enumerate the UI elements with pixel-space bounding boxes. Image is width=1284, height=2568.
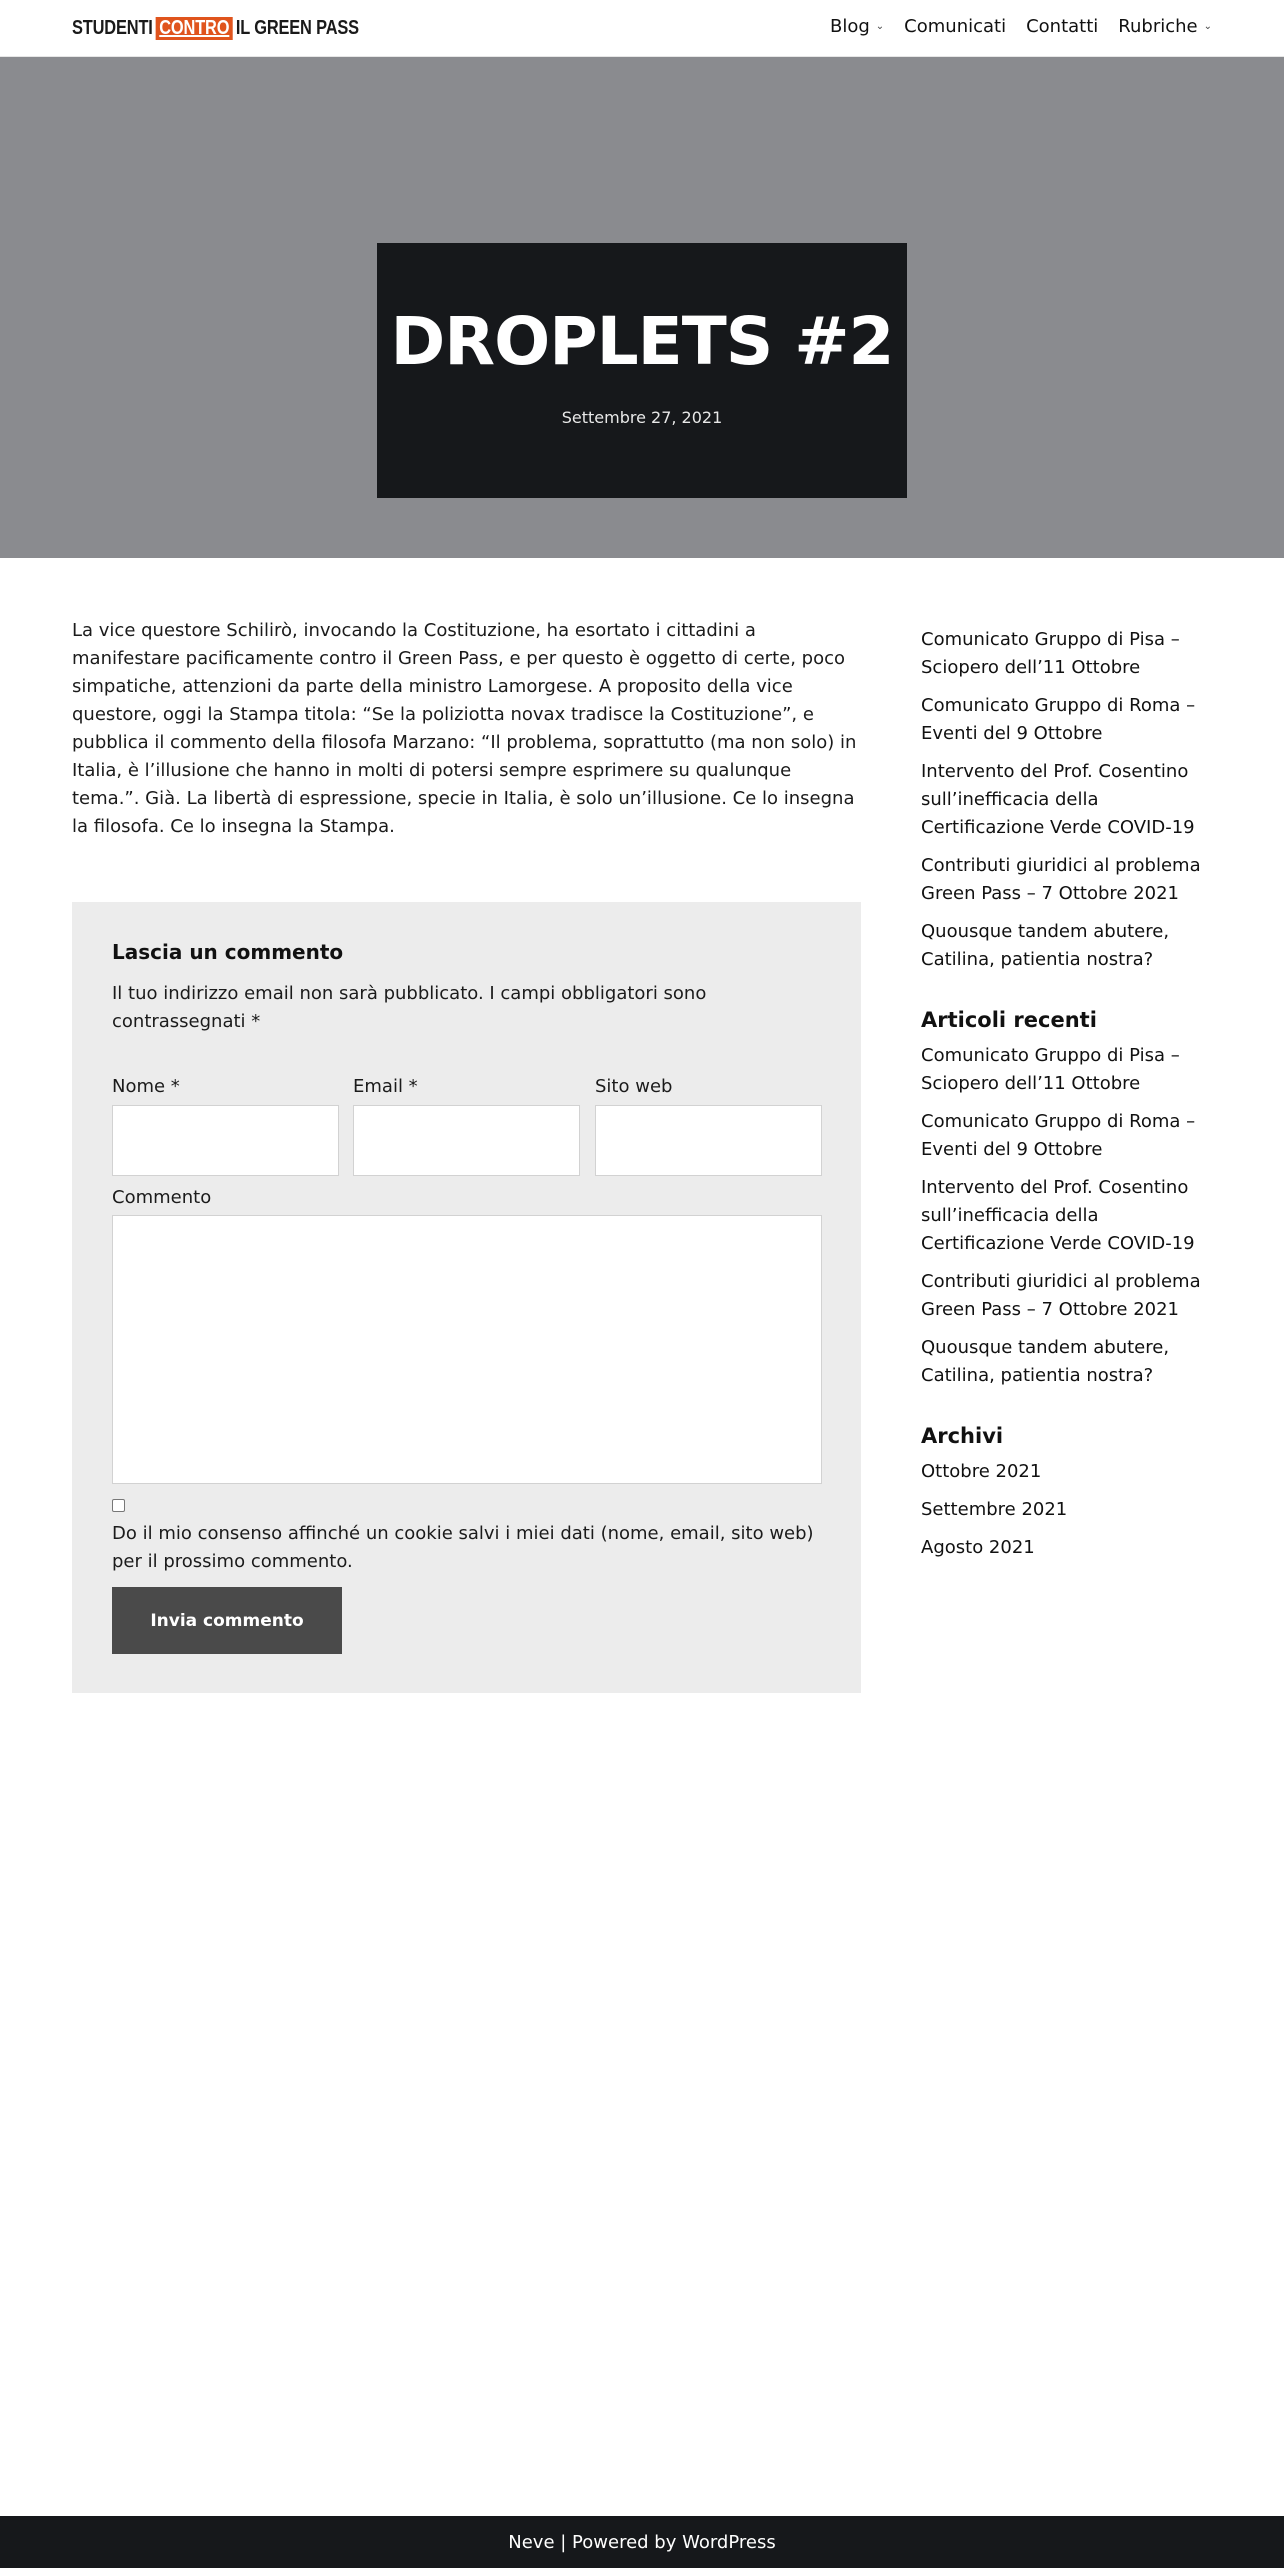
main-nav [810,16,1212,37]
sidebar-link[interactable]: Intervento del Prof. Cosentino sull’inefficacia della Certificazione Verde COVID-19 [921,761,1195,838]
site-logo[interactable] [72,16,359,40]
email-field[interactable] [353,1105,580,1176]
site-footer [0,2516,1284,2568]
post-date: Settembre 27, 2021 [561,408,723,427]
logo-word-studenti: STUDENTI [72,16,153,39]
article-body: La vice questore Schilirò, invocando la Costituzione, ha esortato i cittadini a manifestare pacificamente contro il Green Pass, e per questo è oggetto di certe, poco simpatiche, attenzioni da parte della ministro Lamorgese. A proposito della vice questore, oggi la Stampa titola: “Se la poliziotta novax tradisce la Costituzione”, e pubblica il commento della filosofa Marzano: “Il problema, soprattutto (ma non solo) in Italia, è l’illusione che hanno in molti di potersi sempre esprimere su qualunque tema.”. Già. La libertà di espressione, specie in Italia, è solo un’illusione. Ce lo insegna la filosofa. Ce lo insegna la Stampa. [72,620,857,837]
comment-form [72,902,861,1693]
nav-item-label: Contatti [1026,16,1099,37]
site-header [0,0,1284,57]
archive-link[interactable]: Agosto 2021 [921,1537,1035,1558]
chevron-down-icon: ⌄ [1203,21,1212,32]
name-field[interactable] [112,1105,339,1176]
sidebar-link[interactable]: Comunicato Gruppo di Roma – Eventi del 9 Ottobre [921,695,1196,744]
recent-post-link[interactable]: Intervento del Prof. Cosentino sull’inefficacia della Certificazione Verde COVID-19 [921,1177,1195,1254]
sidebar-link[interactable]: Comunicato Gruppo di Pisa – Sciopero dell’11 Ottobre [921,629,1180,678]
logo-word-contro: CONTRO [156,17,233,40]
website-label: Sito web [595,1076,673,1097]
footer-powered-link[interactable]: Powered by WordPress [572,2531,776,2553]
archives-title: Archivi [921,1424,1004,1448]
nav-item-comunicati[interactable] [904,16,1006,37]
recent-post-link[interactable]: Quousque tandem abutere, Catilina, patientia nostra? [921,1337,1170,1386]
email-label: Email * [353,1076,418,1097]
website-field[interactable] [595,1105,822,1176]
nav-item-contatti[interactable] [1026,16,1098,37]
sidebar-link[interactable]: Quousque tandem abutere, Catilina, patientia nostra? [921,921,1170,970]
page-title: DROPLETS #2 [390,303,894,380]
comment-label: Commento [112,1187,212,1208]
name-label: Nome * [112,1076,180,1097]
consent-checkbox[interactable] [112,1499,125,1512]
comment-textarea[interactable] [112,1215,822,1484]
recent-posts-title: Articoli recenti [921,1008,1097,1032]
nav-item-label: Rubriche [1118,16,1198,37]
footer-theme-link[interactable]: Neve [508,2531,555,2553]
nav-item-blog[interactable] [830,16,884,37]
logo-word-green-pass: IL GREEN PASS [235,16,359,39]
chevron-down-icon: ⌄ [875,21,885,32]
nav-item-label: Blog [829,16,870,37]
sidebar [921,626,1212,1572]
archive-link[interactable]: Ottobre 2021 [921,1461,1042,1482]
archive-link[interactable]: Settembre 2021 [921,1499,1068,1520]
nav-item-label: Comunicati [904,16,1007,37]
sidebar-link[interactable]: Contributi giuridici al problema Green Pass – 7 Ottobre 2021 [921,855,1201,904]
submit-comment-button[interactable]: Invia commento [112,1587,342,1654]
nav-item-rubriche[interactable] [1118,16,1212,37]
recent-post-link[interactable]: Contributi giuridici al problema Green Pass – 7 Ottobre 2021 [921,1271,1201,1320]
comment-form-note: Il tuo indirizzo email non sarà pubblicato. I campi obbligatori sono contrassegnati * [112,983,707,1032]
consent-label: Do il mio consenso affinché un cookie salvi i miei dati (nome, email, sito web) per il prossimo commento. [112,1523,814,1572]
recent-post-link[interactable]: Comunicato Gruppo di Roma – Eventi del 9 Ottobre [921,1111,1196,1160]
hero-banner [0,57,1284,558]
hero-title-box [377,243,907,498]
recent-post-link[interactable]: Comunicato Gruppo di Pisa – Sciopero dell’11 Ottobre [921,1045,1180,1094]
comment-form-title: Lascia un commento [112,940,344,964]
footer-separator: | [554,2531,573,2553]
